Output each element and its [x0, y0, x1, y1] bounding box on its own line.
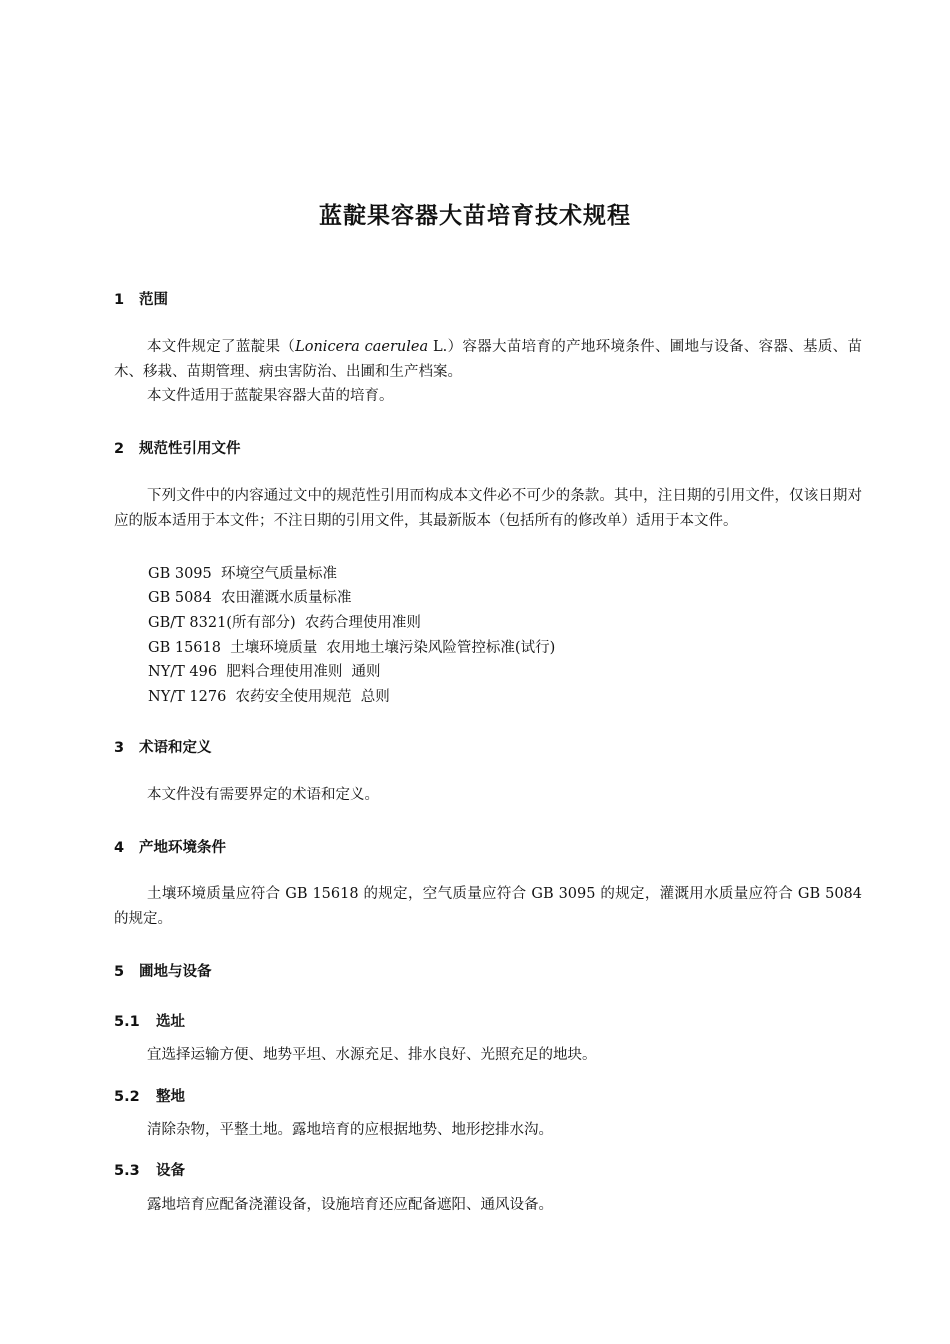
text-run: 本文件规定了蓝靛果（ [147, 339, 296, 355]
subsection-title: 选址 [156, 1014, 185, 1030]
section-1-paragraph-1 [114, 335, 862, 384]
section-2-heading [114, 437, 241, 458]
subsection-5-2-paragraph: 清除杂物，平整土地。露地培育的应根据地势、地形挖排水沟。 [147, 1122, 553, 1138]
section-number: 1 [114, 292, 125, 308]
section-title: 产地环境条件 [139, 840, 226, 856]
subsection-title: 设备 [156, 1163, 185, 1179]
section-1-paragraph-2: 本文件适用于蓝靛果容器大苗的培育。 [147, 388, 394, 404]
subsection-number: 5.1 [114, 1014, 140, 1030]
reference-item: GB 5084 农田灌溉水质量标准 [148, 590, 352, 606]
section-4-heading [114, 836, 226, 857]
subsection-5-3-paragraph: 露地培育应配备浇灌设备，设施培育还应配备遮阳、通风设备。 [147, 1197, 553, 1213]
section-number: 3 [114, 740, 125, 756]
section-5-heading [114, 960, 212, 981]
text-run: L.）容器大苗培育的产地环境条件、圃地与设备、容器、基质、苗木、移栽、苗期管理、病虫害防治、出圃和生产档案。 [114, 339, 862, 380]
section-number: 5 [114, 964, 125, 980]
section-title: 规范性引用文件 [139, 441, 241, 457]
reference-item: GB/T 8321(所有部分) 农药合理使用准则 [148, 615, 421, 631]
reference-item: NY/T 496 肥料合理使用准则 通则 [148, 664, 381, 680]
section-title: 术语和定义 [139, 740, 212, 756]
subsection-title: 整地 [156, 1089, 185, 1105]
subsection-5-1-heading [114, 1010, 185, 1031]
document-title: 蓝靛果容器大苗培育技术规程 [319, 203, 631, 229]
latin-name: Lonicera caerulea [295, 339, 429, 355]
section-1-heading [114, 288, 168, 309]
reference-item: GB 15618 土壤环境质量 农用地土壤污染风险管控标准(试行) [148, 640, 556, 656]
subsection-5-2-heading [114, 1085, 185, 1106]
subsection-5-3-heading [114, 1159, 185, 1180]
section-2-paragraph-1: 下列文件中的内容通过文中的规范性引用而构成本文件必不可少的条款。其中，注日期的引用文件，仅该日期对应的版本适用于本文件；不注日期的引用文件，其最新版本（包括所有的修改单）适用于本文件。 [114, 488, 862, 529]
subsection-number: 5.2 [114, 1089, 140, 1105]
section-4-paragraph-1: 土壤环境质量应符合 GB 15618 的规定，空气质量应符合 GB 3095 的规定，灌溉用水质量应符合 GB 5084 的规定。 [114, 886, 862, 927]
section-title: 范围 [139, 292, 168, 308]
section-number: 2 [114, 441, 125, 457]
section-3-paragraph-1: 本文件没有需要界定的术语和定义。 [147, 787, 379, 803]
subsection-5-1-paragraph: 宜选择运输方便、地势平坦、水源充足、排水良好、光照充足的地块。 [147, 1047, 597, 1063]
subsection-number: 5.3 [114, 1163, 140, 1179]
reference-item: GB 3095 环境空气质量标准 [148, 566, 337, 582]
section-number: 4 [114, 840, 125, 856]
reference-item: NY/T 1276 农药安全使用规范 总则 [148, 689, 390, 705]
section-3-heading [114, 736, 212, 757]
section-title: 圃地与设备 [139, 964, 212, 980]
